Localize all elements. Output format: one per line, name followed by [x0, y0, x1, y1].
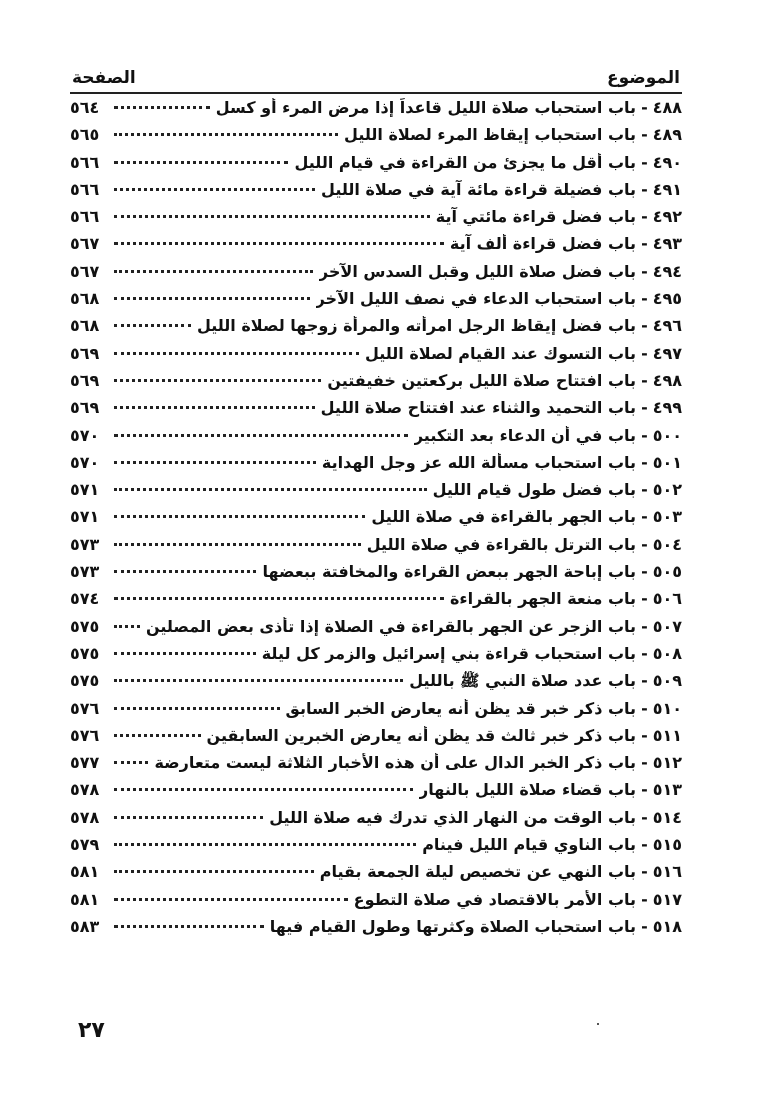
dot-leader [114, 897, 348, 901]
dot-leader [114, 678, 403, 682]
entry-page: ٥٨١ [70, 889, 100, 909]
toc-entry[interactable] [70, 890, 682, 917]
toc-entry[interactable] [70, 289, 682, 316]
entry-dash: - [641, 179, 648, 199]
entry-number: ٥١٤ [652, 807, 682, 827]
entry-dash: - [641, 125, 648, 145]
entry-page: ٥٦٨ [70, 289, 100, 309]
entry-title: باب فضل قراءة مائتي آية [435, 207, 637, 227]
entry-page: ٥٦٦ [70, 179, 100, 199]
dot-leader [114, 733, 201, 737]
dot-leader [114, 651, 256, 655]
dot-leader [114, 460, 316, 464]
entry-page: ٥٧٨ [70, 780, 100, 800]
entry-number: ٥٠٨ [652, 643, 682, 663]
entry-title: باب عدد صلاة النبي ﷺ بالليل [409, 671, 637, 691]
entry-title: باب استحباب قراءة بني إسرائيل والزمر كل ليلة [261, 643, 637, 663]
dot-leader [114, 378, 321, 382]
entry-title: باب افتتاح صلاة الليل بركعتين خفيفتين [327, 370, 637, 390]
entry-title: باب التحميد والثناء عند افتتاح صلاة الليل [320, 398, 637, 418]
entry-page: ٥٦٧ [70, 261, 100, 281]
toc-entry[interactable] [70, 316, 682, 343]
entry-number: ٥٠٢ [652, 480, 682, 500]
entry-title: باب استحباب مسألة الله عز وجل الهداية [321, 452, 637, 472]
entry-number: ٥٠٧ [652, 616, 682, 636]
entry-number: ٤٩٩ [652, 398, 682, 418]
toc-entry[interactable] [70, 589, 682, 616]
entry-page: ٥٦٥ [70, 125, 100, 145]
entry-title: باب فضل قراءة ألف آية [449, 234, 637, 254]
toc-entry[interactable] [70, 234, 682, 261]
entry-dash: - [641, 289, 648, 309]
entry-number: ٥٠٩ [652, 671, 682, 691]
entry-dash: - [641, 589, 648, 609]
toc-entry[interactable] [70, 699, 682, 726]
entry-number: ٤٨٩ [652, 125, 682, 145]
entry-page: ٥٨٣ [70, 916, 100, 936]
entry-page: ٥٧٦ [70, 698, 100, 718]
entry-title: باب إباحة الجهر ببعض القراءة والمخافتة ببعضها [262, 562, 637, 582]
toc-entry[interactable] [70, 153, 682, 180]
entry-number: ٥١٢ [652, 753, 682, 773]
dot-leader [114, 323, 191, 327]
entry-page: ٥٧٠ [70, 452, 100, 472]
entry-dash: - [641, 862, 648, 882]
entry-title: باب أقل ما يجزئ من القراءة في قيام الليل [294, 152, 637, 172]
entry-number: ٥٠٣ [652, 507, 682, 527]
entry-dash: - [641, 889, 648, 909]
dot-leader [114, 760, 148, 764]
entry-title: باب في أن الدعاء بعد التكبير [413, 425, 637, 445]
toc-entry[interactable] [70, 480, 682, 507]
toc-entry[interactable] [70, 453, 682, 480]
entry-title: باب النهي عن تخصيص ليلة الجمعة بقيام [319, 862, 637, 882]
entry-title: باب فضيلة قراءة مائة آية في صلاة الليل [321, 179, 637, 199]
entry-number: ٥١٣ [652, 780, 682, 800]
toc-entry[interactable] [70, 617, 682, 644]
dot-leader [114, 514, 365, 518]
dot-leader [114, 842, 416, 846]
entry-page: ٥٧٦ [70, 725, 100, 745]
entry-dash: - [641, 316, 648, 336]
entry-page: ٥٧٨ [70, 807, 100, 827]
entry-title: باب قضاء صلاة الليل بالنهار [419, 780, 637, 800]
entry-title: باب استحباب إيقاظ المرء لصلاة الليل [344, 125, 637, 145]
entry-title: باب الوقت من النهار الذي تدرك فيه صلاة الليل [269, 807, 637, 827]
dot-leader [114, 787, 413, 791]
entry-dash: - [641, 152, 648, 172]
entry-number: ٥١٧ [652, 889, 682, 909]
entry-dash: - [641, 370, 648, 390]
entry-title: باب الترتل بالقراءة في صلاة الليل [366, 534, 637, 554]
entry-dash: - [641, 916, 648, 936]
toc-header [70, 60, 682, 94]
entry-page: ٥٨١ [70, 862, 100, 882]
entry-title: باب الجهر بالقراءة في صلاة الليل [371, 507, 637, 527]
entry-dash: - [641, 398, 648, 418]
dot-leader [114, 433, 408, 437]
entry-page: ٥٦٤ [70, 98, 100, 117]
page-number: ٢٧ [78, 1018, 105, 1043]
entry-title: باب استحباب صلاة الليل قاعداً إذا مرض المرء أو كسل [215, 98, 637, 117]
entry-dash: - [641, 534, 648, 554]
entry-dash: - [641, 562, 648, 582]
entry-dash: - [641, 807, 648, 827]
entry-dash: - [641, 643, 648, 663]
entry-number: ٤٨٨ [652, 98, 682, 117]
entry-dash: - [641, 234, 648, 254]
dot-leader [114, 160, 288, 164]
entry-number: ٥٠١ [652, 452, 682, 472]
entry-page: ٥٧٧ [70, 753, 100, 773]
entry-page: ٥٦٩ [70, 370, 100, 390]
stray-mark [597, 1023, 599, 1025]
entry-number: ٤٩٤ [652, 261, 682, 281]
entry-dash: - [641, 98, 648, 117]
toc-entry[interactable] [70, 98, 682, 125]
toc-entry[interactable] [70, 507, 682, 534]
dot-leader [114, 624, 140, 628]
dot-leader [114, 269, 313, 273]
entry-number: ٥١٥ [652, 835, 682, 855]
dot-leader [114, 924, 264, 928]
toc-entry[interactable] [70, 207, 682, 234]
entry-dash: - [641, 780, 648, 800]
topic-column-label: الموضوع [607, 68, 680, 88]
dot-leader [114, 132, 338, 136]
dot-leader [114, 405, 315, 409]
entry-title: باب استحباب الصلاة وكثرتها وطول القيام فيها [269, 916, 637, 936]
toc-entry[interactable] [70, 753, 682, 780]
dot-leader [114, 869, 314, 873]
dot-leader [114, 596, 444, 600]
entry-dash: - [641, 671, 648, 691]
dot-leader [114, 296, 310, 300]
entry-dash: - [641, 480, 648, 500]
entry-dash: - [641, 753, 648, 773]
entry-page: ٥٦٩ [70, 398, 100, 418]
entry-number: ٥٠٥ [652, 562, 682, 582]
entry-title: باب فضل صلاة الليل وقبل السدس الآخر [318, 261, 637, 281]
dot-leader [114, 706, 280, 710]
dot-leader [114, 351, 359, 355]
toc-entry[interactable] [70, 671, 682, 698]
entry-number: ٤٩٣ [652, 234, 682, 254]
entry-title: باب الأمر بالاقتصاد في صلاة التطوع [353, 889, 637, 909]
entry-title: باب الزجر عن الجهر بالقراءة في الصلاة إذا تأذى بعض المصلين [145, 616, 637, 636]
entry-dash: - [641, 261, 648, 281]
entry-page: ٥٧٩ [70, 835, 100, 855]
toc-page [70, 60, 682, 944]
entry-number: ٤٩٧ [652, 343, 682, 363]
entry-page: ٥٦٦ [70, 207, 100, 227]
page-column-label: الصفحة [72, 68, 136, 88]
entry-dash: - [641, 207, 648, 227]
entry-title: باب منعة الجهر بالقراءة [449, 589, 637, 609]
toc-entry[interactable] [70, 835, 682, 862]
entry-title: باب فضل طول قيام الليل [432, 480, 637, 500]
toc-entry[interactable] [70, 862, 682, 889]
toc-entry[interactable] [70, 808, 682, 835]
entry-number: ٥٠٦ [652, 589, 682, 609]
dot-leader [114, 487, 427, 491]
entry-page: ٥٧٣ [70, 562, 100, 582]
entry-dash: - [641, 616, 648, 636]
dot-leader [114, 542, 361, 546]
entry-number: ٤٩١ [652, 179, 682, 199]
toc-entry[interactable] [70, 535, 682, 562]
toc-entry[interactable] [70, 426, 682, 453]
toc-entry[interactable] [70, 344, 682, 371]
entry-number: ٤٩٥ [652, 289, 682, 309]
toc-entry[interactable] [70, 917, 682, 944]
entry-page: ٥٧٤ [70, 589, 100, 609]
dot-leader [114, 815, 263, 819]
toc-entry[interactable] [70, 371, 682, 398]
entry-page: ٥٧٥ [70, 671, 100, 691]
entry-page: ٥٧٠ [70, 425, 100, 445]
entry-dash: - [641, 507, 648, 527]
entry-title: باب استحباب الدعاء في نصف الليل الآخر [315, 289, 637, 309]
entry-page: ٥٦٧ [70, 234, 100, 254]
entry-title: باب فضل إيقاظ الرجل امرأته والمرأة زوجها لصلاة الليل [196, 316, 637, 336]
entry-title: باب ذكر خبر قد يظن أنه يعارض الخبر السابق [285, 698, 637, 718]
entry-title: باب الناوي قيام الليل فينام [422, 835, 637, 855]
entry-page: ٥٦٩ [70, 343, 100, 363]
entry-number: ٤٩٦ [652, 316, 682, 336]
entry-dash: - [641, 698, 648, 718]
entry-dash: - [641, 725, 648, 745]
entry-page: ٥٧١ [70, 507, 100, 527]
entry-page: ٥٧٥ [70, 643, 100, 663]
entry-number: ٥١٨ [652, 916, 682, 936]
dot-leader [114, 569, 256, 573]
entry-dash: - [641, 343, 648, 363]
toc-entry[interactable] [70, 726, 682, 753]
entry-page: ٥٧٣ [70, 534, 100, 554]
toc-entry[interactable] [70, 398, 682, 425]
entry-title: باب ذكر خبر ثالث قد يظن أنه يعارض الخبرين السابقين [206, 725, 637, 745]
entry-number: ٤٩٢ [652, 207, 682, 227]
dot-leader [114, 214, 430, 218]
entry-page: ٥٧٥ [70, 616, 100, 636]
toc-entry[interactable] [70, 780, 682, 807]
dot-leader [114, 105, 210, 109]
dot-leader [114, 241, 444, 245]
entry-page: ٥٧١ [70, 480, 100, 500]
toc-entry[interactable] [70, 562, 682, 589]
toc-entries [70, 98, 682, 944]
entry-number: ٤٩٨ [652, 370, 682, 390]
entry-dash: - [641, 425, 648, 445]
entry-title: باب ذكر الخبر الدال على أن هذه الأخبار الثلاثة ليست متعارضة [154, 753, 637, 773]
entry-title: باب التسوك عند القيام لصلاة الليل [364, 343, 637, 363]
entry-number: ٥١٦ [652, 862, 682, 882]
entry-page: ٥٦٦ [70, 152, 100, 172]
toc-entry[interactable] [70, 125, 682, 152]
entry-number: ٤٩٠ [652, 152, 682, 172]
toc-entry[interactable] [70, 180, 682, 207]
toc-entry[interactable] [70, 644, 682, 671]
entry-page: ٥٦٨ [70, 316, 100, 336]
entry-number: ٥٠٤ [652, 534, 682, 554]
entry-number: ٥٠٠ [652, 425, 682, 445]
dot-leader [114, 187, 315, 191]
entry-dash: - [641, 452, 648, 472]
toc-entry[interactable] [70, 262, 682, 289]
entry-number: ٥١١ [652, 725, 682, 745]
entry-number: ٥١٠ [652, 698, 682, 718]
entry-dash: - [641, 835, 648, 855]
